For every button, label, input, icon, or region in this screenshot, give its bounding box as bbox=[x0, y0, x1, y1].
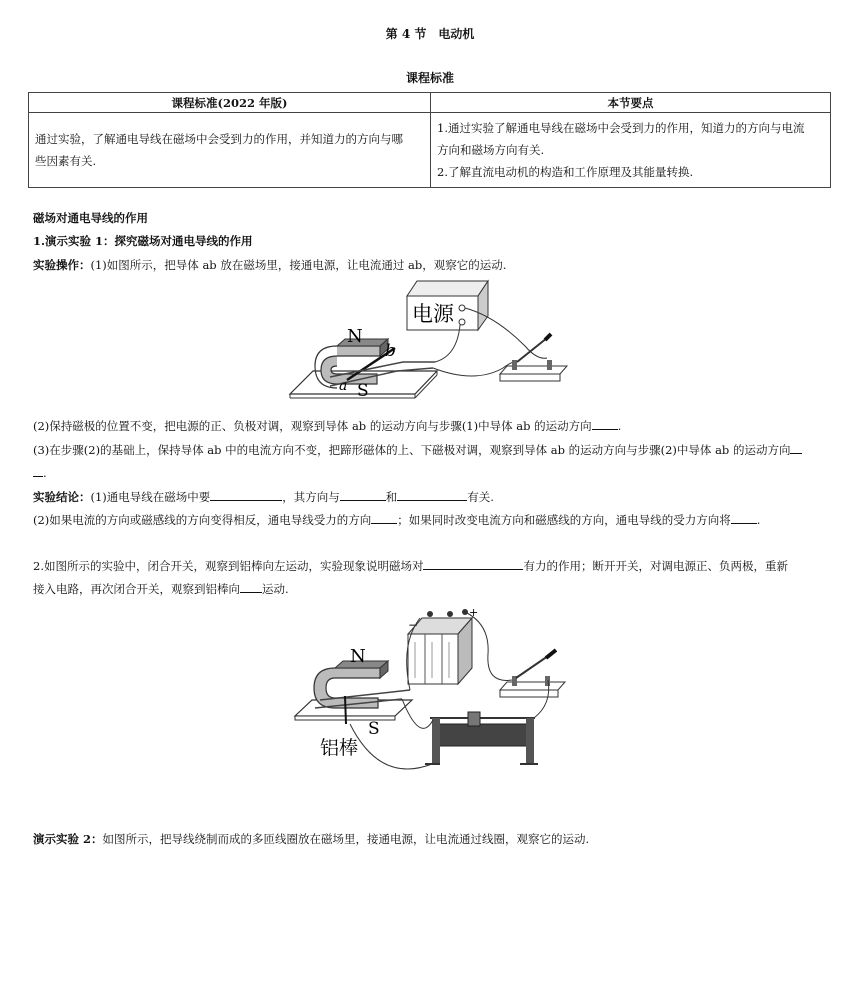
op3-line bbox=[33, 442, 802, 458]
table-cell-standard bbox=[29, 113, 431, 188]
blank-q2-1[interactable] bbox=[423, 558, 523, 570]
table-header-keypoints: 本节要点 bbox=[431, 93, 831, 113]
blank-op3-b[interactable] bbox=[33, 465, 43, 477]
figure2-aluminum-rod-apparatus bbox=[290, 604, 580, 784]
op2-line bbox=[33, 418, 621, 434]
concl2-c: . bbox=[756, 513, 761, 527]
knife-switch bbox=[500, 334, 567, 381]
demo2-label: 演示实验 2： bbox=[33, 832, 103, 846]
south-pole-label: S bbox=[357, 381, 369, 401]
conclusion1-line bbox=[33, 489, 494, 505]
demo2-text: 如图所示，把导线绕制而成的多匝线圈放在磁场里，接通电源，让电流通过线圈，观察它的运动. bbox=[102, 832, 590, 846]
blank-op2[interactable] bbox=[592, 418, 618, 430]
op1-line bbox=[33, 257, 506, 273]
section-subtitle: 课程标准 bbox=[405, 71, 454, 85]
q2-line-2 bbox=[33, 581, 289, 597]
plus-sign: + bbox=[469, 606, 479, 619]
keypoint-line-2: 方向和磁场方向有关. bbox=[437, 143, 545, 157]
op1-text: (1)如图所示，把导体 ab 放在磁场里，接通电源，让电流通过 ab，观察它的运动. bbox=[90, 258, 507, 272]
blank-concl1-3[interactable] bbox=[397, 489, 467, 501]
standard-line-2: 些因素有关. bbox=[35, 154, 97, 168]
demo2-line bbox=[33, 831, 589, 847]
blank-concl2-2[interactable] bbox=[731, 512, 757, 524]
page-title: 第 4 节 电动机 bbox=[385, 27, 475, 41]
rheostat bbox=[425, 712, 538, 764]
table-header-standard: 课程标准(2022 年版) bbox=[29, 93, 431, 113]
q2-a: 2.如图所示的实验中，闭合开关，观察到铝棒向左运动，实验现象说明磁场对 bbox=[33, 559, 424, 573]
blank-concl1-1[interactable] bbox=[210, 489, 282, 501]
north-pole-label: N bbox=[347, 326, 363, 347]
aluminum-rod bbox=[345, 696, 346, 724]
concl2-b: ；如果同时改变电流方向和磁感线的方向，通电导线的受力方向将 bbox=[397, 513, 731, 527]
op3-text: (3)在步骤(2)的基础上，保持导体 ab 中的电流方向不变，把蹄形磁体的上、下磁极对调，观察到导体 ab 的运动方向与步骤(2)中导体 ab 的运动方向 bbox=[33, 443, 791, 457]
conclusion-label: 实验结论： bbox=[33, 490, 91, 504]
concl1-d: 有关. bbox=[467, 490, 494, 504]
blank-op3-a[interactable] bbox=[790, 442, 802, 454]
op3-end: . bbox=[43, 466, 47, 480]
q2-b: 有力的作用；断开开关，对调电源正、负两极，重新 bbox=[523, 559, 788, 573]
south-pole-label-2: S bbox=[368, 719, 380, 739]
op2-end: . bbox=[617, 419, 622, 433]
demo1-title: 1.演示实验 1：探究磁场对通电导线的作用 bbox=[33, 234, 253, 248]
blank-concl1-2[interactable] bbox=[340, 489, 386, 501]
section-heading: 磁场对通电导线的作用 bbox=[33, 211, 148, 225]
standard-line-1: 通过实验，了解通电导线在磁场中会受到力的作用，并知道力的方向与哪 bbox=[35, 132, 403, 146]
keypoint-line-1: 1.通过实验了解通电导线在磁场中会受到力的作用，知道力的方向与电流 bbox=[437, 121, 805, 135]
concl1-a: (1)通电导线在磁场中要 bbox=[90, 490, 211, 504]
concl1-c: 和 bbox=[385, 490, 398, 504]
table-cell-keypoints bbox=[431, 113, 831, 188]
conclusion2-line bbox=[33, 512, 760, 528]
blank-q2-2[interactable] bbox=[240, 581, 262, 593]
concl1-b: ，其方向与 bbox=[282, 490, 340, 504]
wire-1 bbox=[435, 325, 460, 362]
figure1-motor-apparatus bbox=[285, 276, 575, 402]
knife-switch-2 bbox=[500, 650, 565, 697]
blank-concl2-1[interactable] bbox=[371, 512, 397, 524]
q2-line2-b: 运动. bbox=[262, 582, 289, 596]
b-label: b bbox=[385, 341, 396, 361]
op-label: 实验操作： bbox=[33, 258, 91, 272]
concl2-a: (2)如果电流的方向或磁感线的方向变得相反，通电导线受力的方向 bbox=[33, 513, 372, 527]
minus-sign: − bbox=[408, 618, 419, 632]
north-pole-label-2: N bbox=[350, 646, 366, 667]
a-label: a bbox=[339, 378, 348, 394]
curriculum-table bbox=[28, 92, 831, 188]
q2-line-1 bbox=[33, 558, 788, 574]
power-supply-label: 电源 bbox=[412, 302, 454, 326]
op2-text: (2)保持磁极的位置不变，把电源的正、负极对调，观察到导体 ab 的运动方向与步骤(1)中导体 ab 的运动方向 bbox=[33, 419, 592, 433]
op3-line-2 bbox=[33, 465, 47, 481]
q2-line2-a: 接入电路，再次闭合开关，观察到铝棒向 bbox=[33, 582, 240, 596]
aluminum-rod-label: 铝棒 bbox=[320, 737, 359, 759]
keypoint-line-3: 2.了解直流电动机的构造和工作原理及其能量转换. bbox=[437, 165, 694, 179]
